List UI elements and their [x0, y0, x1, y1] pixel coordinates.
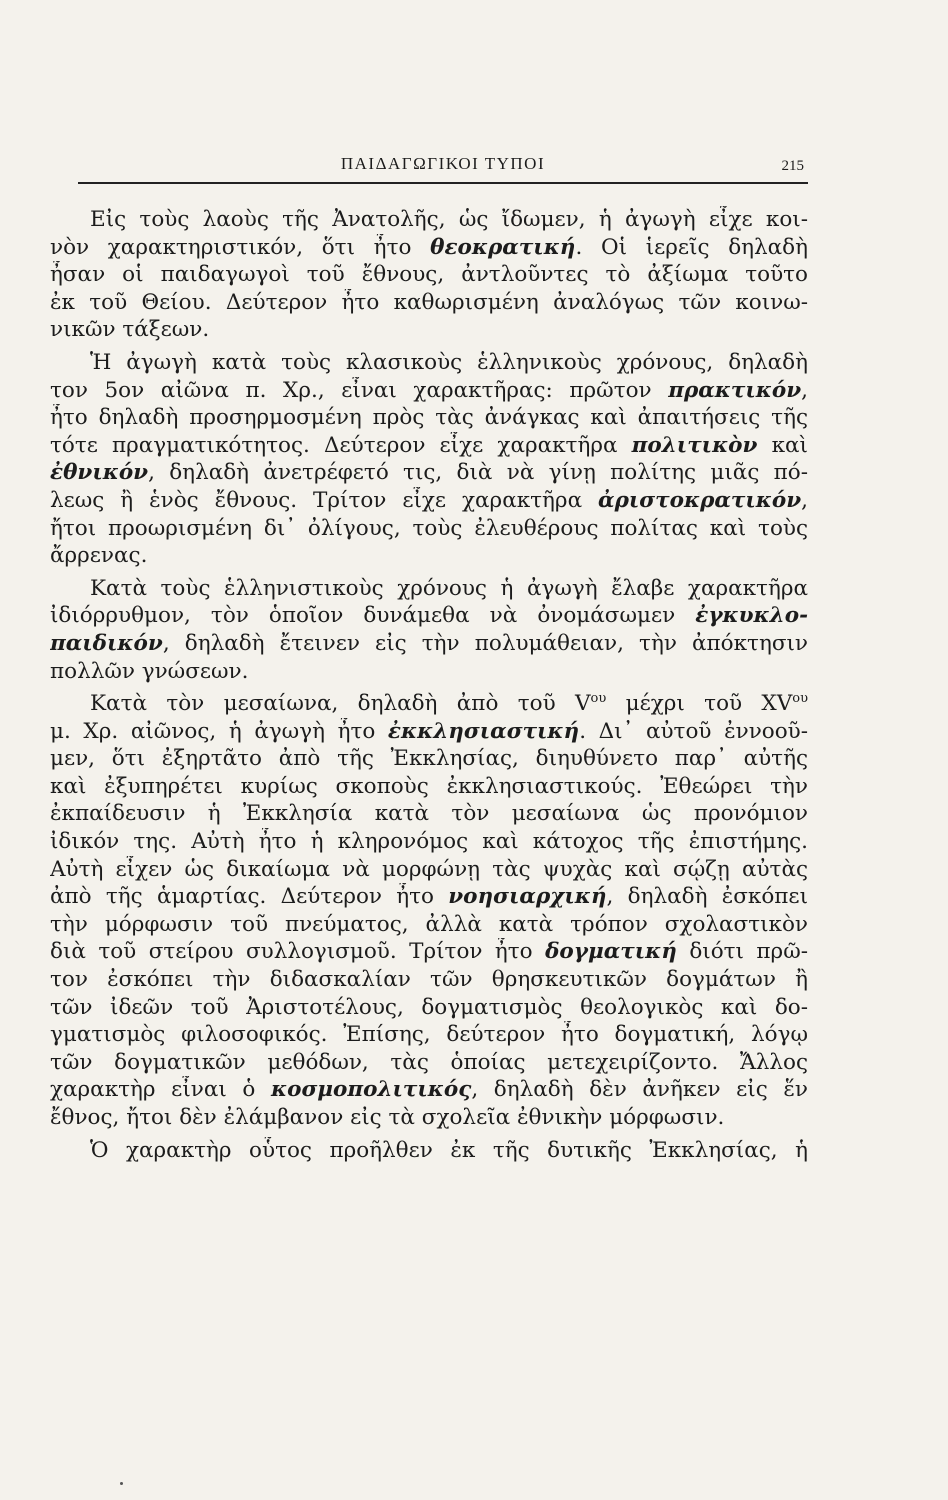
- emphasized-term: πολιτικὸν: [631, 432, 758, 458]
- emphasized-term: δογματική: [545, 939, 677, 965]
- ordinal-superscript: ου: [590, 690, 607, 706]
- paragraph: [50, 690, 808, 1132]
- text-line: τον 5ον αἰῶνα π. Χρ., εἶναι χαρακτῆρας: πρῶτον πρακτικόν,: [50, 377, 808, 403]
- emphasized-term: κοσμοπολιτικός: [270, 1077, 472, 1103]
- text-line: Κατὰ τὸν μεσαίωνα, δηλαδὴ ἀπὸ τοῦ $V^{o\upsilon}$ μέχρι τοῦ $XV^{o\upsilon}$: [90, 690, 808, 717]
- paper-speck: [120, 1482, 123, 1485]
- text-line: ἐκ τοῦ Θείου. Δεύτερον ἦτο καθωρισμένη ἀναλόγως τῶν κοινω-: [50, 289, 808, 315]
- paragraph: [50, 575, 808, 685]
- text-line: Κατὰ τοὺς ἑλληνιστικοὺς χρόνους ἡ ἀγωγὴ ἔλαβε χαρακτῆρα: [90, 575, 808, 601]
- text-line: πολλῶν γνώσεων.: [50, 658, 249, 684]
- text-line: καὶ ἐξυπηρέτει κυρίως σκοποὺς ἐκκλησιαστικούς. Ἐθεώρει τὴν: [50, 773, 808, 799]
- text-line: νὸν χαρακτηριστικόν, ὅτι ἦτο θεοκρατική. Οἱ ἱερεῖς δηλαδὴ: [50, 234, 808, 260]
- text-line: γματισμὸς φιλοσοφικός. Ἐπίσης, δεύτερον ἦτο δογματική, λόγῳ: [50, 1022, 808, 1048]
- emphasized-term: θεοκρατική: [430, 234, 576, 260]
- text-line: ἰδιόρρυθμον, τὸν ὁποῖον δυνάμεθα νὰ ὀνομάσωμεν ἐγκυκλο-: [50, 603, 808, 629]
- text-line: παιδικόν, δηλαδὴ ἔτεινεν εἰς τὴν πολυμάθειαν, τὴν ἀπόκτησιν: [50, 630, 808, 656]
- text-line: Ἡ ἀγωγὴ κατὰ τοὺς κλασικοὺς ἑλληνικοὺς χρόνους, δηλαδὴ: [90, 349, 808, 375]
- emphasized-term: ἐθνικόν: [50, 460, 149, 486]
- text-line: ἔθνος, ἤτοι δὲν ἐλάμβανον εἰς τὰ σχολεῖα ἐθνικὴν μόρφωσιν.: [50, 1105, 725, 1130]
- text-line: ἦσαν οἱ παιδαγωγοὶ τοῦ ἔθνους, ἀντλοῦντες τὸ ἀξίωμα τοῦτο: [50, 262, 808, 288]
- text-line: διὰ τοῦ στείρου συλλογισμοῦ. Τρίτον ἦτο δογματική διότι πρῶ-: [50, 939, 808, 965]
- emphasized-term: ἐγκυκλο-: [695, 603, 808, 629]
- text-line: Ὁ χαρακτὴρ οὗτος προῆλθεν ἐκ τῆς δυτικῆς Ἐκκλησίας, ἡ: [90, 1137, 808, 1163]
- text-line: ἦτο δηλαδὴ προσηρμοσμένη πρὸς τὰς ἀνάγκας καὶ ἀπαιτήσεις τῆς: [50, 405, 808, 431]
- text-line: Αὐτὴ εἶχεν ὡς δικαίωμα νὰ μορφώνῃ τὰς ψυχὰς καὶ σῴζῃ αὐτὰς: [50, 856, 808, 882]
- text-line: τον ἐσκόπει τὴν διδασκαλίαν τῶν θρησκευτικῶν δογμάτων ἢ: [50, 967, 808, 993]
- text-line: τῶν ἰδεῶν τοῦ Ἀριστοτέλους, δογματισμὸς θεολογικὸς καὶ δο-: [50, 994, 808, 1020]
- running-title: ΠΑΙΔΑΓΩΓΙΚΟΙ ΤΥΠΟΙ: [340, 154, 546, 173]
- body-text: [50, 206, 808, 1164]
- ordinal-superscript: ου: [792, 690, 808, 706]
- text-line: ἄρρενας.: [50, 543, 148, 569]
- text-line: ἐθνικόν, δηλαδὴ ἀνετρέφετό τις, διὰ νὰ γίνῃ πολίτης μιᾶς πό-: [50, 460, 808, 486]
- emphasized-term: πρακτικόν: [668, 377, 802, 403]
- text-line: Εἰς τοὺς λαοὺς τῆς Ἀνατολῆς, ὡς ἴδωμεν, ἡ ἀγωγὴ εἶχε κοι-: [90, 207, 808, 232]
- paragraph: [50, 206, 808, 344]
- text-line: τότε πραγματικότητος. Δεύτερον εἶχε χαρακτῆρα πολιτικὸν καὶ: [50, 432, 808, 458]
- text-line: μεν, ὅτι ἐξηρτᾶτο ἀπὸ τῆς Ἐκκλησίας, διηυθύνετο παρ᾽ αὐτῆς: [50, 746, 808, 772]
- text-line: τῶν δογματικῶν μεθόδων, τὰς ὁποίας μετεχειρίζοντο. Ἄλλος: [50, 1049, 808, 1075]
- text-line: ἰδικόν της. Αὐτὴ ἦτο ἡ κληρονόμος καὶ κάτοχος τῆς ἐπιστήμης.: [50, 829, 808, 855]
- paragraph: [50, 349, 808, 570]
- text-line: νικῶν τάξεων.: [50, 317, 210, 343]
- text-line: ἤτοι προωρισμένη δι᾽ ὀλίγους, τοὺς ἐλευθέρους πολίτας καὶ τοὺς: [50, 515, 808, 541]
- text-line: χαρακτὴρ εἶναι ὁ κοσμοπολιτικός, δηλαδὴ δὲν ἀνῆκεν εἰς ἕν: [50, 1077, 808, 1103]
- text-line: ἀπὸ τῆς ἁμαρτίας. Δεύτερον ἦτο νοησιαρχική, δηλαδὴ ἐσκόπει: [50, 884, 808, 910]
- emphasized-term: ἐκκλησιαστική: [387, 718, 580, 744]
- text-line: ἐκπαίδευσιν ἡ Ἐκκλησία κατὰ τὸν μεσαίωνα ὡς προνόμιον: [50, 801, 808, 827]
- text-line: τὴν μόρφωσιν τοῦ πνεύματος, ἀλλὰ κατὰ τρόπον σχολαστικὸν: [50, 911, 808, 937]
- emphasized-term: παιδικόν: [50, 630, 163, 656]
- emphasized-term: ἀριστοκρατικόν: [598, 487, 802, 513]
- page-number: 215: [781, 158, 804, 174]
- text-line: μ. Χρ. αἰῶνος, ἡ ἀγωγὴ ἦτο ἐκκλησιαστική. Δι᾽ αὐτοῦ ἐννοοῦ-: [50, 718, 808, 744]
- paragraph: [50, 1137, 808, 1165]
- text-line: λεως ἢ ἑνὸς ἔθνους. Τρίτον εἶχε χαρακτῆρα ἀριστοκρατικόν,: [50, 487, 808, 513]
- emphasized-term: νοησιαρχική: [448, 884, 607, 910]
- running-header: [78, 150, 808, 184]
